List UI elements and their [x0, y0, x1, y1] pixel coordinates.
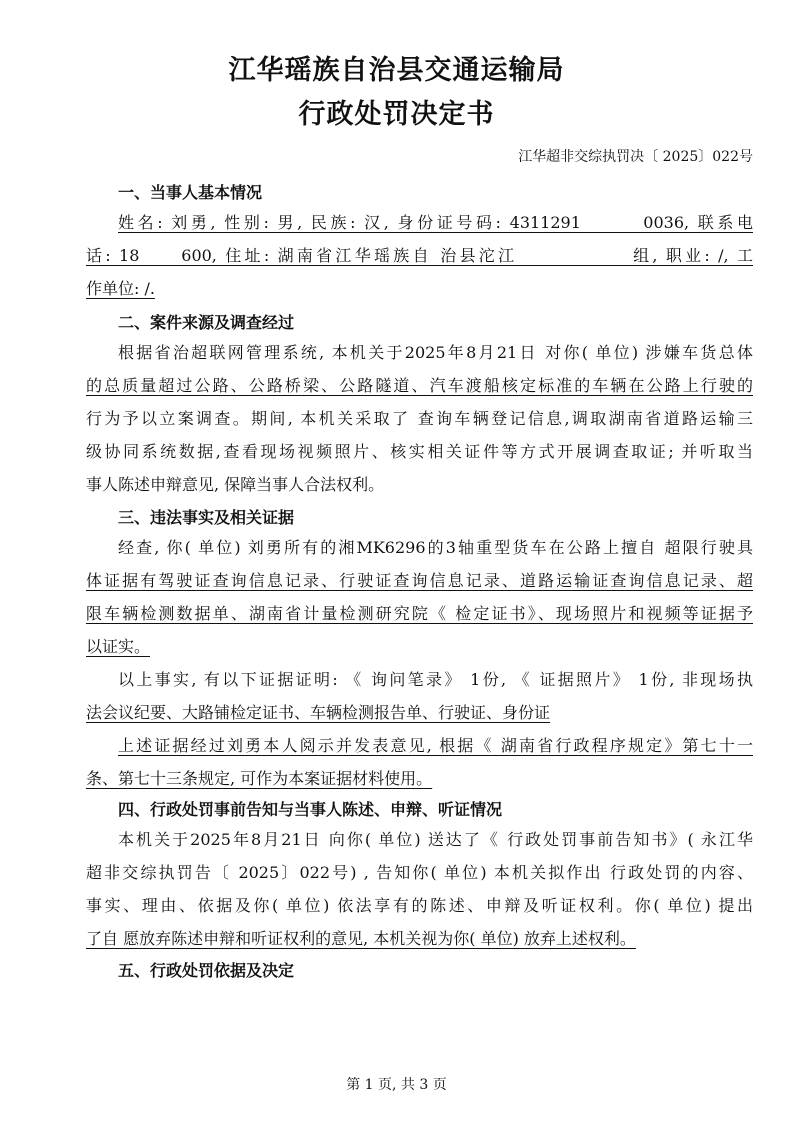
- document-title: 江华瑶族自治县交通运输局: [228, 55, 565, 86]
- paragraph-line: 级协同系统数据,查看现场视频照片、核实相关证件等方式开展调查取证; 并听取当: [86, 442, 753, 461]
- paragraph-line: 条、第七十三条规定, 可作为本案证据材料使用。: [86, 769, 433, 788]
- section-heading-party-info: 一、当事人基本情况: [118, 183, 263, 202]
- section-heading-penalty-basis: 五、行政处罚依据及决定: [118, 961, 295, 980]
- paragraph-line: 的总质量超过公路、公路桥梁、公路隧道、汽车渡船核定标准的车辆在公路上行驶的: [86, 376, 753, 395]
- paragraph-line: 作单位: /.: [86, 279, 155, 298]
- page-footer: 第 1 页, 共 3 页: [346, 1077, 447, 1093]
- paragraph-line: 体证据有驾驶证查询信息记录、行驶证查询信息记录、道路运输证查询信息记录、超: [86, 571, 753, 590]
- paragraph-line: 本机关于2025年8月21日 向你( 单位) 送达了《 行政处罚事前告知书》( 永江华: [118, 830, 753, 849]
- paragraph-line: 话: 18 600, 住址: 湖南省江华瑶族自 治县沱江 组, 职业: /, 工: [86, 246, 753, 265]
- paragraph-line: 超非交综执罚告〔 2025〕022号) , 告知你( 单位) 本机关拟作出 行政处罚的内容、: [86, 863, 753, 882]
- paragraph-line: 行为予以立案调查。期间, 本机关采取了 查询车辆登记信息,调取湖南省道路运输三: [86, 409, 753, 428]
- document-subtitle: 行政处罚决定书: [298, 99, 495, 130]
- paragraph-line: 了自 愿放弃陈述申辩和听证权利的意见, 本机关视为你( 单位) 放弃上述权利。: [86, 929, 636, 948]
- section-heading-case-source: 二、案件来源及调查经过: [118, 313, 295, 332]
- section-heading-violation-facts: 三、违法事实及相关证据: [118, 508, 295, 527]
- paragraph-line: 法会议纪要、大路铺检定证书、车辆检测报告单、行驶证、身份证: [86, 703, 551, 722]
- paragraph-line: 以证实。: [86, 637, 151, 656]
- paragraph-line: 姓名: 刘勇, 性别: 男, 民族: 汉, 身份证号码: 4311291 0036, 联系电: [118, 213, 753, 232]
- section-heading-prior-notice: 四、行政处罚事前告知与当事人陈述、申辩、听证情况: [118, 800, 503, 819]
- paragraph-line: 根据省治超联网管理系统, 本机关于2025年8月21日 对你( 单位) 涉嫌车货总体: [118, 343, 753, 362]
- paragraph-line: 事实、理由、依据及你( 单位) 依法享有的陈述、申辩及听证权利。你( 单位) 提出: [86, 896, 753, 915]
- paragraph-line: 事人陈述申辩意见, 保障当事人合法权利。: [86, 475, 385, 494]
- paragraph-line: 经查, 你( 单位) 刘勇所有的湘MK6296的3轴重型货车在公路上擅自 超限行驶具: [118, 538, 753, 557]
- document-number: 江华超非交综执罚决〔 2025〕022号: [518, 149, 753, 165]
- paragraph-line: 以上事实, 有以下证据证明: 《 询问笔录》 1份, 《 证据照片》 1份, 非现场执: [118, 670, 753, 689]
- paragraph-line: 上述证据经过刘勇本人阅示并发表意见, 根据《 湖南省行政程序规定》第七十一: [118, 736, 753, 755]
- paragraph-line: 限车辆检测数据单、湖南省计量检测研究院《 检定证书》、现场照片和视频等证据予: [86, 604, 753, 623]
